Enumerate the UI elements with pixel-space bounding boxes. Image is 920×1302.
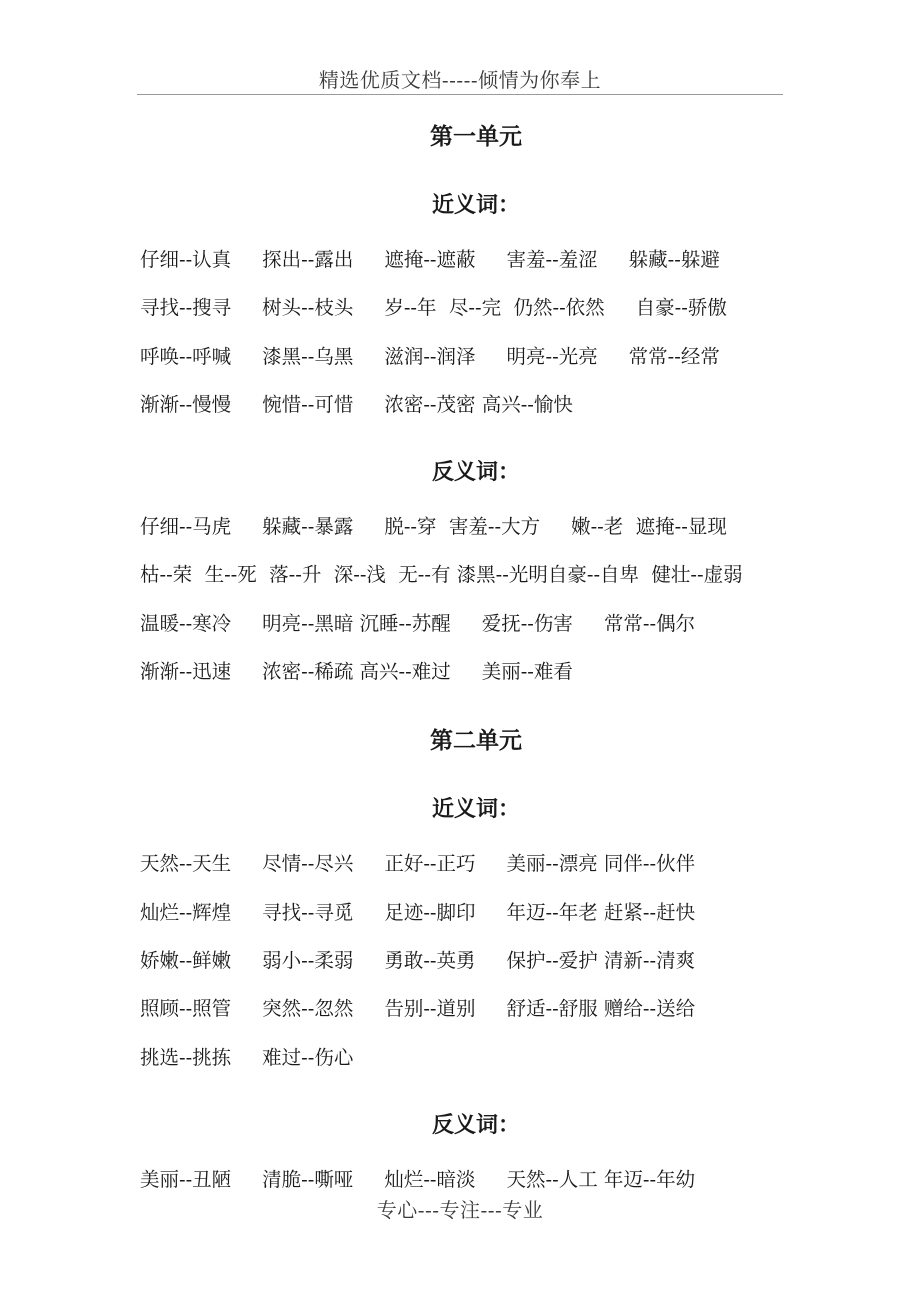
word-pair-line: 渐渐--慢慢 惋惜--可惜 浓密--茂密 高兴--愉快	[140, 392, 573, 416]
unit-section	[140, 718, 800, 1204]
unit-section	[140, 114, 800, 696]
page-header: 精选优质文档-----倾情为你奉上	[318, 68, 602, 92]
word-pair-line: 仔细--马虎 躲藏--暴露 脱--穿 害羞--大方 嫩--老 遮掩--显现	[140, 515, 727, 539]
page-footer: 专心---专注---专业	[376, 1198, 544, 1222]
word-pair-line: 温暖--寒冷 明亮--黑暗 沉睡--苏醒 爱抚--伤害 常常--偶尔	[140, 611, 696, 635]
header-divider	[137, 94, 783, 95]
synonyms-heading: 近义词：	[431, 192, 520, 218]
antonyms-heading: 反义词：	[431, 459, 520, 486]
antonyms-heading: 反义词：	[431, 1111, 520, 1138]
document-body	[140, 114, 800, 1204]
word-pair-line: 枯--荣 生--死 落--升 深--浅 无--有 漆黑--光明自豪--自卑 健壮--虚弱	[140, 563, 743, 587]
antonym-list	[140, 503, 800, 696]
word-pair-line: 寻找--搜寻 树头--枝头 岁--年 尽--完 仍然--依然 自豪--骄傲	[140, 296, 727, 320]
unit-title: 第二单元	[430, 727, 522, 755]
word-pair-line: 美丽--丑陋 清脆--嘶哑 灿烂--暗淡 天然--人工 年迈--年幼	[140, 1167, 696, 1191]
word-pair-line: 仔细--认真 探出--露出 遮掩--遮蔽 害羞--羞涩 躲藏--躲避	[140, 248, 720, 271]
word-pair-line: 灿烂--辉煌 寻找--寻觅 足迹--脚印 年迈--年老 赶紧--赶快	[140, 900, 696, 924]
word-pair-line: 娇嫩--鲜嫩 弱小--柔弱 勇敢--英勇 保护--爱护 清新--清爽	[140, 948, 696, 972]
word-pair-line: 渐渐--迅速 浓密--稀疏 高兴--难过 美丽--难看	[140, 660, 573, 684]
word-pair-line: 呼唤--呼喊 漆黑--乌黑 滋润--润泽 明亮--光亮 常常--经常	[140, 344, 720, 368]
synonyms-heading: 近义词：	[431, 796, 520, 823]
synonym-list	[140, 236, 800, 429]
unit-title: 第一单元	[430, 123, 522, 150]
word-pair-line: 照顾--照管 突然--忽然 告别--道别 舒适--舒服 赠给--送给	[140, 997, 696, 1021]
word-pair-line: 挑选--挑拣 难过--伤心	[140, 1045, 354, 1069]
word-pair-line: 天然--天生 尽情--尽兴 正好--正巧 美丽--漂亮 同伴--伙伴	[140, 852, 696, 876]
synonym-list	[140, 840, 800, 1081]
